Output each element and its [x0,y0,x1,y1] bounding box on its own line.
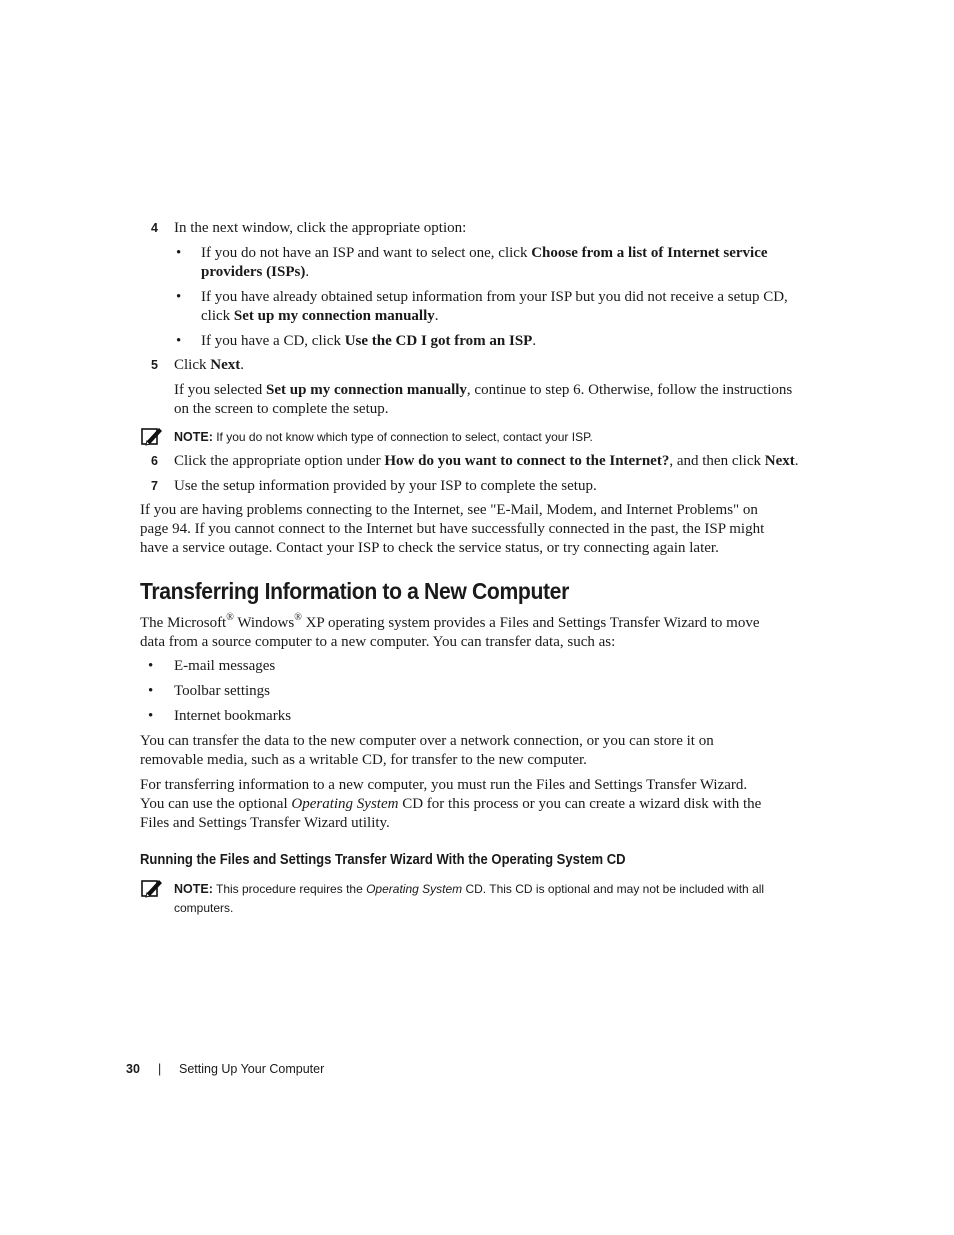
list-item: Toolbar settings [174,683,271,699]
paragraph-line: removable media, such as a writable CD, for transfer to the new computer. [140,752,587,768]
bullet-dot: • [148,683,154,699]
step-6-text [174,452,798,471]
option-text: If you do not have an ISP and want to select one, click [201,245,532,261]
step-7-text: Use the setup information provided by your ISP to complete the setup. [174,478,597,494]
paragraph-line: For transferring information to a new computer, you must run the Files and Settings Transfer Wizard. [140,777,748,793]
intro-text: Windows [233,615,295,631]
option-text: click [201,308,234,324]
list-item: E-mail messages [174,658,276,674]
option-label: providers (ISPs) [201,264,306,280]
note-body: This procedure requires the [212,882,367,896]
step-text: . [794,453,799,469]
para-text: If you selected [174,382,267,398]
note-label: NOTE: [174,882,213,896]
option-label: Set up my connection manually [233,308,435,324]
note-label: NOTE: [174,430,213,444]
intro-paragraph [140,614,840,652]
step-4-text: In the next window, click the appropriate option: [174,220,467,236]
paragraph-line: page 94. If you cannot connect to the Internet but have successfully connected in the past, the ISP might [140,521,765,537]
paragraph-line [140,795,840,814]
step-number-7: 7 [151,479,158,493]
bullet-dot: • [148,708,154,724]
option-text: . [434,308,439,324]
step-text: , and then click [669,453,765,469]
list-item: Internet bookmarks [174,708,292,724]
step-bold: Next [764,453,795,469]
step-text: . [240,357,244,373]
footer-chapter-title: Setting Up Your Computer [179,1062,325,1076]
step-text: Click the appropriate option under [174,453,385,469]
note-body: If you do not know which type of connection to select, contact your ISP. [212,430,593,444]
note-pencil-icon [141,878,163,898]
registered-mark: ® [226,612,234,623]
step-text: Click [174,357,211,373]
bullet-dot: • [176,245,182,261]
para-text: on the screen to complete the setup. [174,401,389,417]
paragraph-line: have a service outage. Contact your ISP to check the service status, or try connecting again later. [140,540,719,556]
para-text: , continue to step 6. Otherwise, follow the instructions [466,382,793,398]
option-use-cd [201,332,536,351]
bullet-dot: • [176,289,182,305]
registered-mark: ® [294,612,302,623]
note-pencil-icon [141,426,163,446]
page-number: 30 [126,1062,140,1076]
note-connection-type [174,428,593,447]
note-os-cd [174,880,824,918]
option-choose-isp [201,244,821,282]
footer-separator: | [158,1062,162,1076]
bullet-dot: • [148,658,154,674]
intro-text: XP operating system provides a Files and Settings Transfer Wizard to move [301,615,760,631]
note-line: computers. [174,901,234,915]
paragraph-line [140,614,840,633]
option-setup-manually [201,288,841,326]
note-line [174,880,824,899]
note-body: CD. This CD is optional and may not be included with all [462,882,765,896]
para-bold: Set up my connection manually [266,382,467,398]
step-number-6: 6 [151,454,158,468]
step-5-text [174,356,244,375]
step-bold: Next [210,357,241,373]
option-label: Use the CD I got from an ISP [344,333,533,349]
paragraph-line: You can transfer the data to the new computer over a network connection, or you can store it on [140,733,714,749]
section-title: Transferring Information to a New Computer [140,578,569,604]
note-italic: Operating System [366,882,463,896]
intro-text: The Microsoft [140,615,227,631]
option-text: If you have already obtained setup information from your ISP but you did not receive a setup CD, [201,289,788,305]
wizard-paragraph [140,776,840,833]
bullet-dot: • [176,333,182,349]
step-number-4: 4 [151,221,158,235]
step-bold: How do you want to connect to the Internet? [384,453,670,469]
paragraph-line: Files and Settings Transfer Wizard utility. [140,815,390,831]
option-text: . [532,333,537,349]
para-text: CD for this process or you can create a wizard disk with the [398,796,762,812]
troubleshooting-paragraph [140,501,840,558]
option-text: If you have a CD, click [201,333,345,349]
media-paragraph [140,732,840,770]
para-text: You can use the optional [140,796,292,812]
subsection-title: Running the Files and Settings Transfer Wizard With the Operating System CD [140,852,626,868]
para-italic: Operating System [291,796,399,812]
paragraph-line: data from a source computer to a new computer. You can transfer data, such as: [140,634,616,650]
step-5-paragraph [174,381,834,419]
paragraph-line: If you are having problems connecting to the Internet, see "E-Mail, Modem, and Internet Problems" on [140,502,758,518]
option-label: Choose from a list of Internet service [531,245,768,261]
step-number-5: 5 [151,358,158,372]
option-text: . [305,264,310,280]
